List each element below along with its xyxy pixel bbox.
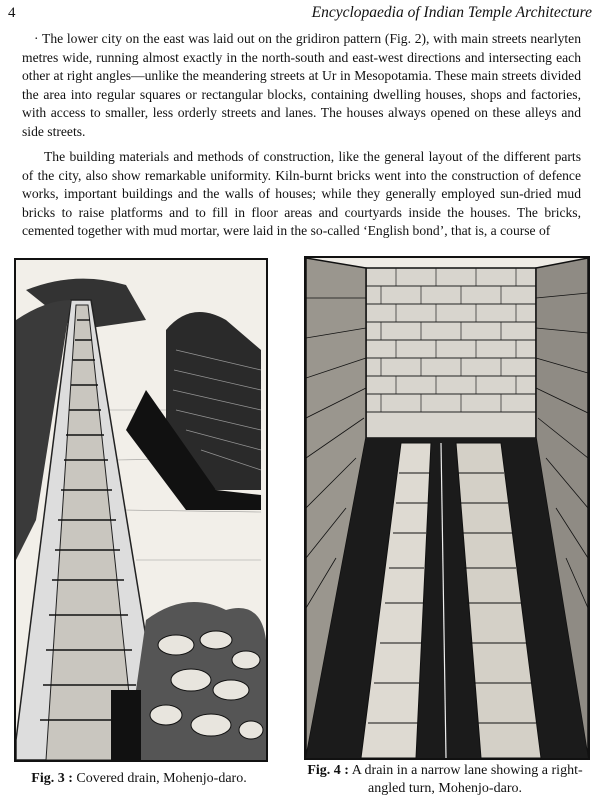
paragraph-building-materials: The building materials and methods of construction, like the general layout of the different parts of the city, also show remarkable uniformity. Kiln-burnt bricks went into the construction of defence works, important buildings and the walls of houses; while they generally employed sun-dried mud bricks to raise platforms and to fill in floor areas and courtyards inside the houses. The bricks, cemented together with mud mortar, were laid in the so-called ‘English bond’, that is, a course of [22,149,581,238]
covered-drain-drawing [16,260,266,760]
paragraph-gridiron-layout: · The lower city on the east was laid out on the gridiron pattern (Fig. 2), with main streets nearlyten metres wide, running almost exactly in the north-south and east-west directions and intersecting each other at right angles—unlike the meandering streets at Ur in Mesopotamia. These main streets divided the area into regular squares or rectangular blocks, containing dwelling houses, shops and factories, with access to smaller, less orderly streets and lanes. The houses always opened on these alleys and side streets. [22,31,581,139]
figure-3-caption [14,770,264,788]
figure-covered-drain-illustration [14,258,268,762]
page-header [8,4,592,26]
figure-3-caption-text: Covered drain, Mohenjo-daro. [76,771,247,786]
figure-lane-drain-illustration [304,256,590,760]
figure-4-caption [304,762,586,798]
running-title: Encyclopaedia of Indian Temple Architecture [311,4,592,21]
lane-drain-drawing [306,258,588,758]
page-number: 4 [8,5,16,21]
figure-4-label: Fig. 4 : [307,763,349,778]
figure-3-label: Fig. 3 : [31,771,73,786]
figure-4-caption-text: A drain in a narrow lane showing a right-angled turn, Mohenjo-daro. [351,763,583,796]
